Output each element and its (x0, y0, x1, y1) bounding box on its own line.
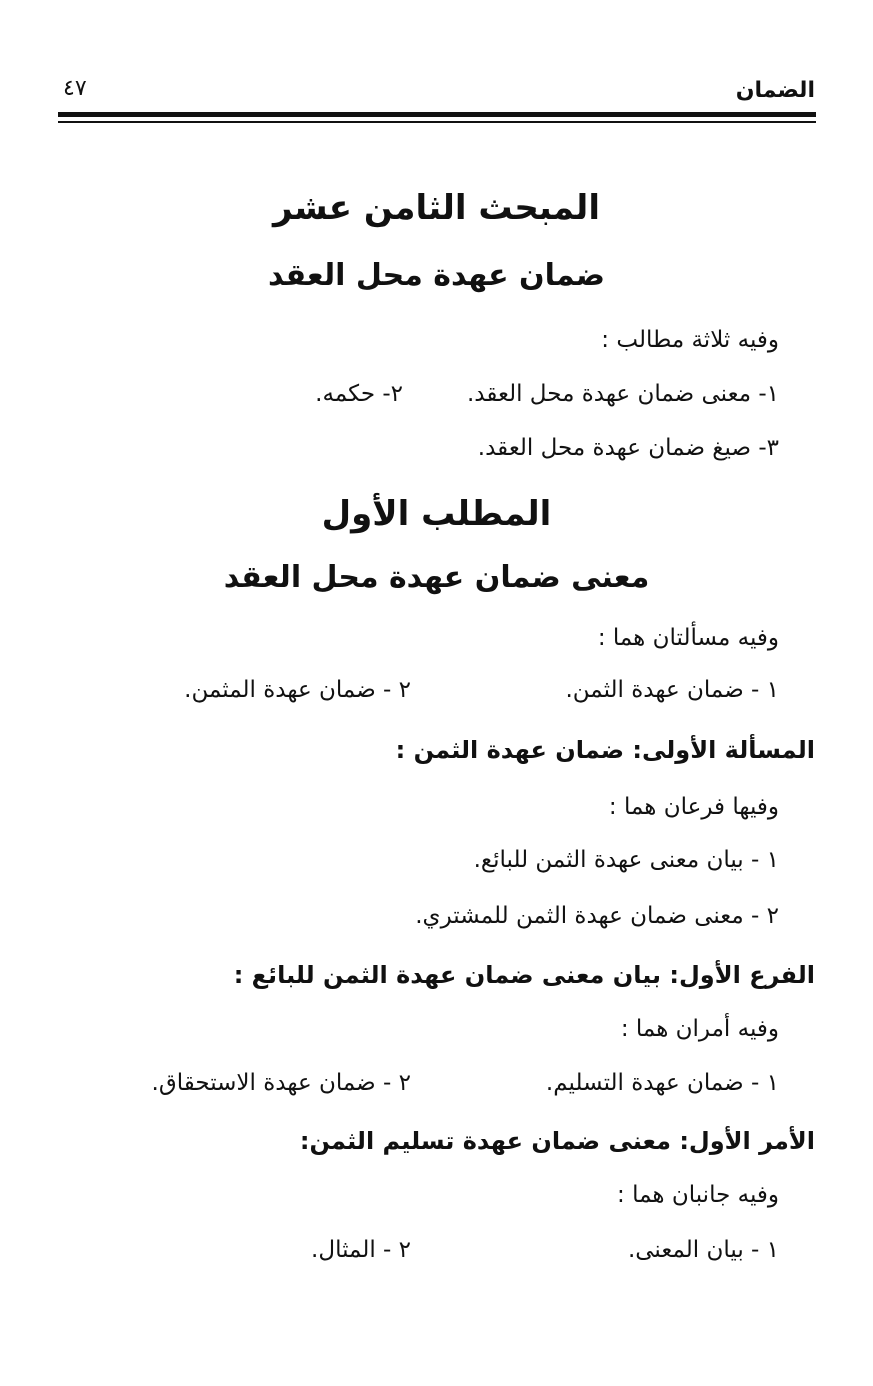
issue-1-item-2: ٢ - معنى ضمان عهدة الثمن للمشتري. (415, 903, 779, 929)
section-title: المطلب الأول (321, 494, 552, 534)
branch-1-heading: الفرع الأول: بيان معنى ضمان عهدة الثمن للبائع : (233, 961, 815, 989)
intro-item-1: ١- معنى ضمان عهدة محل العقد. (466, 381, 779, 407)
section-item-1: ١ - ضمان عهدة الثمن. (565, 677, 779, 703)
running-header-title: الضمان (735, 78, 815, 103)
header-rule-thick (58, 112, 816, 117)
branch-1-item-2: ٢ - ضمان عهدة الاستحقاق. (151, 1070, 411, 1096)
matter-1-item-1: ١ - بيان المعنى. (627, 1237, 779, 1263)
intro-item-3: ٣- صيغ ضمان عهدة محل العقد. (477, 435, 779, 461)
page-number: ٤٧ (63, 76, 87, 101)
branch-1-intro: وفيه أمران هما : (620, 1016, 779, 1042)
chapter-title: المبحث الثامن عشر (273, 188, 600, 228)
chapter-subtitle: ضمان عهدة محل العقد (267, 258, 606, 293)
branch-1-item-1: ١ - ضمان عهدة التسليم. (545, 1070, 779, 1096)
matter-1-item-2: ٢ - المثال. (311, 1237, 411, 1263)
section-item-2: ٢ - ضمان عهدة المثمن. (184, 677, 411, 703)
section-subtitle: معنى ضمان عهدة محل العقد (223, 560, 650, 595)
issue-1-intro: وفيها فرعان هما : (608, 794, 779, 820)
header-rule-thin (58, 121, 816, 123)
intro-item-2: ٢- حكمه. (315, 381, 403, 407)
section-intro: وفيه مسألتان هما : (597, 625, 779, 651)
matter-1-intro: وفيه جانبان هما : (617, 1182, 779, 1208)
issue-1-item-1: ١ - بيان معنى عهدة الثمن للبائع. (473, 847, 779, 873)
issue-1-heading: المسألة الأولى: ضمان عهدة الثمن : (395, 736, 815, 764)
intro-text: وفيه ثلاثة مطالب : (601, 327, 779, 353)
matter-1-heading: الأمر الأول: معنى ضمان عهدة تسليم الثمن: (299, 1127, 815, 1155)
